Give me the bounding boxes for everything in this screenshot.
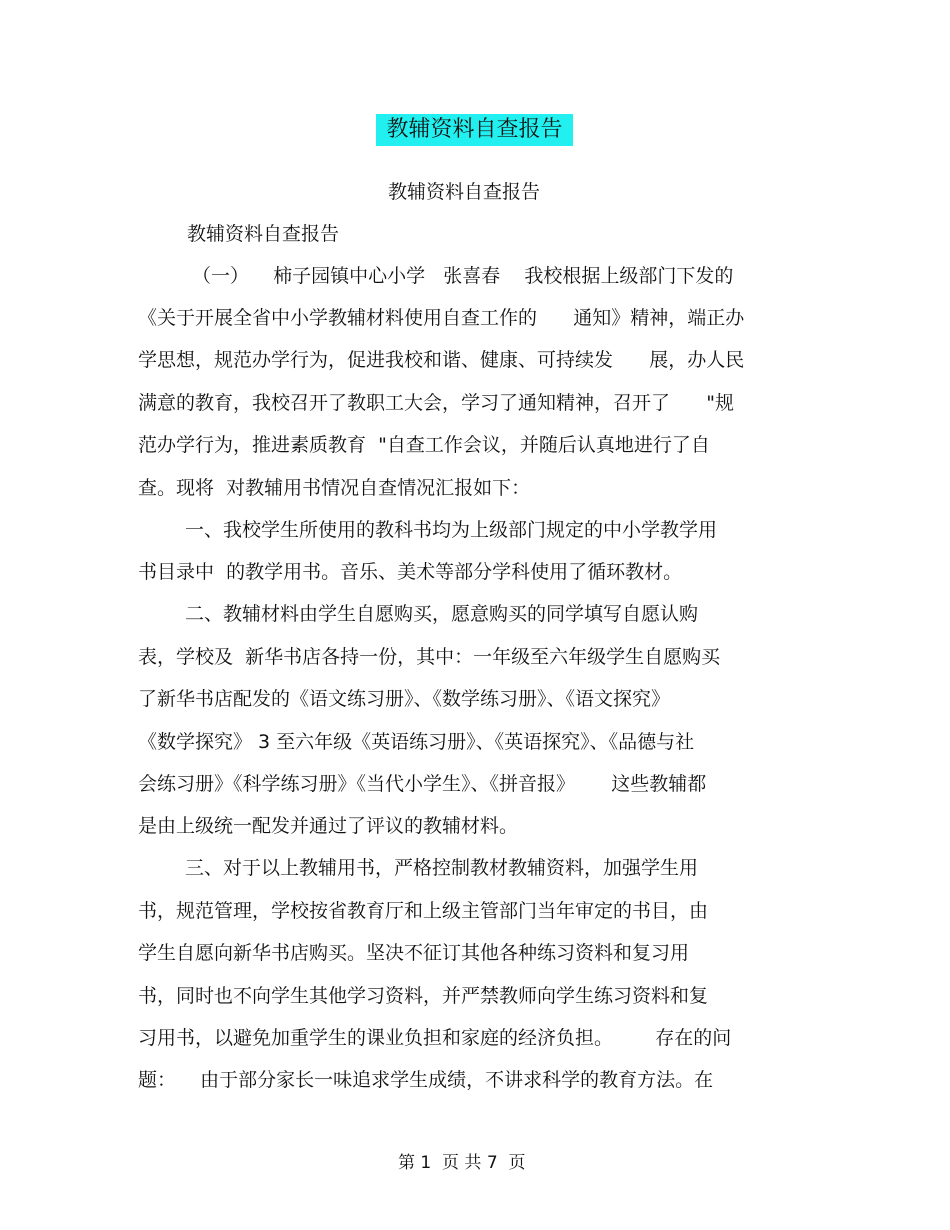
body-line: 《关于开展全省中小学教辅材料使用自查工作的 通知》精神，端正办 bbox=[138, 307, 745, 329]
body-line: 书目录中 的教学用书。音乐、美术等部分学科使用了循环教材。 bbox=[138, 561, 683, 583]
body-line: 教辅资料自查报告 bbox=[187, 223, 340, 245]
body-line: 范办学行为，推进素质教育 "自查工作会议，并随后认真地进行了自 bbox=[138, 434, 710, 456]
body-line: 书，同时也不向学生其他学习资料，并严禁教师向学生练习资料和复 bbox=[138, 985, 709, 1007]
body-line: 习用书，以避免加重学生的课业负担和家庭的经济负担。 存在的问 bbox=[138, 1027, 732, 1049]
body-line: 二、教辅材料由学生自愿购买，愿意购买的同学填写自愿认购 bbox=[185, 603, 699, 625]
body-line: 会练习册》《科学练习册》《当代小学生》、《拼音报》 这些教辅都 bbox=[138, 773, 707, 795]
page-footer: 第 1 页 共 7 页 bbox=[398, 1153, 526, 1173]
document-title: 教辅资料自查报告 bbox=[376, 114, 573, 146]
body-line: 一、我校学生所使用的教科书均为上级部门规定的中小学教学用 bbox=[185, 519, 718, 541]
body-line: 是由上级统一配发并通过了评议的教辅材料。 bbox=[138, 815, 519, 837]
body-line: 学生自愿向新华书店购买。坚决不征订其他各种练习资料和复习用 bbox=[138, 942, 690, 964]
body-line: 《数学探究》 3 至六年级《英语练习册》、《英语探究》、《品德与社 bbox=[138, 731, 695, 753]
body-line: 满意的教育，我校召开了教职工大会，学习了通知精神，召开了 "规 bbox=[138, 392, 734, 414]
body-line: 三、对于以上教辅用书，严格控制教材教辅资料，加强学生用 bbox=[185, 857, 699, 879]
document-subtitle: 教辅资料自查报告 bbox=[388, 181, 541, 203]
body-line: （一） 柿子园镇中心小学 张喜春 我校根据上级部门下发的 bbox=[192, 265, 734, 287]
body-line: 书，规范管理，学校按省教育厅和上级主管部门当年审定的书目，由 bbox=[138, 900, 709, 922]
body-line: 学思想，规范办学行为，促进我校和谐、健康、可持续发 展，办人民 bbox=[138, 349, 745, 371]
body-line: 查。现将 对教辅用书情况自查情况汇报如下： bbox=[138, 477, 531, 499]
body-line: 表，学校及 新华书店各持一份，其中：一年级至六年级学生自愿购买 bbox=[138, 646, 721, 668]
body-line: 了新华书店配发的《语文练习册》、《数学练习册》、《语文探究》 bbox=[138, 688, 671, 710]
body-line: 题： 由于部分家长一味追求学生成绩，不讲求科学的教育方法。在 bbox=[138, 1069, 714, 1091]
